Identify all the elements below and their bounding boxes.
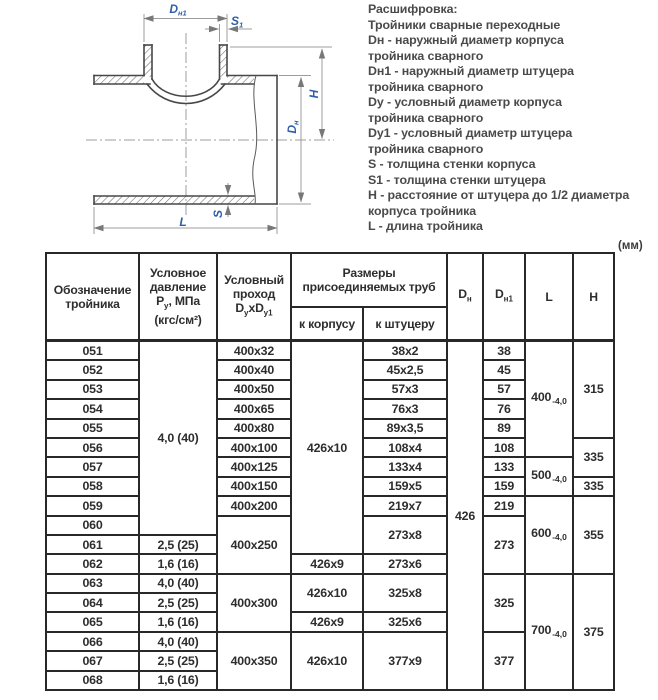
table-cell: 159 bbox=[483, 477, 525, 496]
col-header-h: H bbox=[573, 253, 614, 341]
table-cell: 426x9 bbox=[291, 554, 363, 573]
table-cell: 426x10 bbox=[291, 341, 363, 555]
table-cell: 89x3,5 bbox=[363, 419, 447, 438]
table-cell: 335 bbox=[573, 438, 614, 477]
units-label: (мм) bbox=[618, 240, 643, 252]
table-cell: 76 bbox=[483, 399, 525, 418]
table-cell: 066 bbox=[46, 632, 139, 651]
table-cell: 061 bbox=[46, 535, 139, 554]
table-cell: 4,0 (40) bbox=[139, 632, 217, 651]
table-cell: 57 bbox=[483, 380, 525, 399]
table-cell: 400x100 bbox=[217, 438, 291, 457]
dim-label-l: L bbox=[179, 215, 187, 229]
table-cell: 133 bbox=[483, 457, 525, 476]
col-header-designation: Обозначение тройника bbox=[46, 253, 139, 341]
table-cell: 108 bbox=[483, 438, 525, 457]
legend-line: тройника сварного bbox=[368, 110, 484, 125]
table-cell: 38 bbox=[483, 341, 525, 361]
table-cell: 400x40 bbox=[217, 360, 291, 379]
legend-line: S - толщина стенки корпуса bbox=[368, 157, 536, 171]
table-cell: 133x4 bbox=[363, 457, 447, 476]
col-header-dn: $D_н$ bbox=[447, 253, 483, 341]
table-cell: 059 bbox=[46, 496, 139, 515]
table-cell: 273x8 bbox=[363, 516, 447, 555]
table-cell: 055 bbox=[46, 419, 139, 438]
table-cell: 400x50 bbox=[217, 380, 291, 399]
table-cell: 1,6 (16) bbox=[139, 612, 217, 631]
table-cell: 400x200 bbox=[217, 496, 291, 515]
table-cell: 159x5 bbox=[363, 477, 447, 496]
table-cell: 1,6 (16) bbox=[139, 671, 217, 690]
table-cell: 400x150 bbox=[217, 477, 291, 496]
legend-line: L - длина тройника bbox=[368, 219, 483, 233]
legend-line: тройника сварного bbox=[368, 48, 484, 63]
table-cell: 45x2,5 bbox=[363, 360, 447, 379]
table-cell: $600_{-4,0}$ bbox=[525, 496, 573, 574]
table-cell: 45 bbox=[483, 360, 525, 379]
table-cell: 400x125 bbox=[217, 457, 291, 476]
table-cell: 426 bbox=[447, 341, 483, 691]
table-cell: 056 bbox=[46, 438, 139, 457]
legend bbox=[368, 2, 656, 235]
table-cell: 325 bbox=[483, 574, 525, 632]
col-header-pipes-group: Размеры присоединяемых труб bbox=[291, 253, 447, 307]
table-cell: 054 bbox=[46, 399, 139, 418]
legend-line: S1 - толщина стенки штуцера bbox=[368, 172, 546, 187]
table-body bbox=[46, 341, 614, 691]
table-cell: 400x65 bbox=[217, 399, 291, 418]
table-cell: 57x3 bbox=[363, 380, 447, 399]
legend-line: Dy - условный диаметр корпуса bbox=[368, 95, 562, 109]
table-cell: 335 bbox=[573, 477, 614, 496]
table-cell: 062 bbox=[46, 554, 139, 573]
table-cell: 400x250 bbox=[217, 516, 291, 574]
table-cell: 377 bbox=[483, 632, 525, 690]
dimensions-table bbox=[45, 252, 615, 691]
legend-line: Dн1 - наружный диаметр штуцера bbox=[368, 64, 574, 78]
table-cell: 063 bbox=[46, 574, 139, 593]
col-header-passage: Условный проход $D_уxD_{у1}$ bbox=[217, 253, 291, 341]
dim-label-s1: $S_1$ bbox=[231, 14, 244, 30]
legend-title: Расшифровка: bbox=[368, 2, 458, 16]
table-cell: 2,5 (25) bbox=[139, 535, 217, 554]
dim-label-dn1: $D_{н1}$ bbox=[169, 2, 187, 18]
legend-line: корпуса тройника bbox=[368, 203, 477, 218]
table-cell: 325x6 bbox=[363, 612, 447, 631]
pipe-wall-hatch bbox=[94, 45, 254, 204]
table-cell: 108x4 bbox=[363, 438, 447, 457]
table-cell: 052 bbox=[46, 360, 139, 379]
col-header-dn1: $D_{н1}$ bbox=[483, 253, 525, 341]
legend-line: Dy1 - условный диаметр штуцера bbox=[368, 126, 573, 140]
legend-line: тройника сварного bbox=[368, 79, 484, 94]
table-cell: 064 bbox=[46, 593, 139, 612]
table-cell: $500_{-4,0}$ bbox=[525, 457, 573, 496]
table-cell: 426x9 bbox=[291, 612, 363, 631]
table-cell: 400x350 bbox=[217, 632, 291, 690]
table-cell: 426x10 bbox=[291, 574, 363, 613]
table-cell: 76x3 bbox=[363, 399, 447, 418]
table-cell: 219x7 bbox=[363, 496, 447, 515]
table-cell: 400x80 bbox=[217, 419, 291, 438]
tee-fitting-drawing bbox=[0, 0, 360, 248]
table-cell: 375 bbox=[573, 574, 614, 690]
table-cell: 377x9 bbox=[363, 632, 447, 690]
table-cell: 219 bbox=[483, 496, 525, 515]
legend-line: Тройники сварные переходные bbox=[368, 17, 561, 32]
table-cell: 067 bbox=[46, 651, 139, 670]
table-cell: 4,0 (40) bbox=[139, 341, 217, 535]
legend-line: Dн - наружный диаметр корпуса bbox=[368, 33, 564, 47]
col-header-to-body: к корпусу bbox=[291, 307, 363, 341]
table-cell: 400x32 bbox=[217, 341, 291, 361]
table-cell: 89 bbox=[483, 419, 525, 438]
table-cell: 38x2 bbox=[363, 341, 447, 361]
table-cell: 060 bbox=[46, 516, 139, 535]
table-cell: 400x300 bbox=[217, 574, 291, 632]
col-header-pressure: Условное давление $P_у$, МПа (кгс/см²) bbox=[139, 253, 217, 341]
table-cell: $400_{-4,0}$ bbox=[525, 341, 573, 458]
table-cell: $700_{-4,0}$ bbox=[525, 574, 573, 690]
legend-lines bbox=[368, 18, 656, 235]
dim-label-dn: $D_н$ bbox=[285, 120, 301, 134]
table-cell: 2,5 (25) bbox=[139, 651, 217, 670]
table-cell: 325x8 bbox=[363, 574, 447, 613]
table-cell: 053 bbox=[46, 380, 139, 399]
table-cell: 065 bbox=[46, 612, 139, 631]
table-cell: 1,6 (16) bbox=[139, 554, 217, 573]
table-cell: 4,0 (40) bbox=[139, 574, 217, 593]
col-header-l: L bbox=[525, 253, 573, 341]
col-header-to-branch: к штуцеру bbox=[363, 307, 447, 341]
table-cell: 2,5 (25) bbox=[139, 593, 217, 612]
table-cell: 315 bbox=[573, 341, 614, 438]
table-row bbox=[46, 341, 614, 361]
dim-label-s: S bbox=[211, 209, 225, 219]
legend-line: тройника сварного bbox=[368, 141, 484, 156]
table-cell: 051 bbox=[46, 341, 139, 361]
table-cell: 058 bbox=[46, 477, 139, 496]
legend-line: H - расстояние от штуцера до 1/2 диаметра bbox=[368, 188, 630, 202]
table-cell: 355 bbox=[573, 496, 614, 574]
table-cell: 273x6 bbox=[363, 554, 447, 573]
table-cell: 273 bbox=[483, 516, 525, 574]
table-row bbox=[46, 574, 614, 593]
dim-label-h: H bbox=[307, 89, 321, 99]
table-cell: 068 bbox=[46, 671, 139, 690]
table-cell: 426x10 bbox=[291, 632, 363, 690]
table-cell: 057 bbox=[46, 457, 139, 476]
